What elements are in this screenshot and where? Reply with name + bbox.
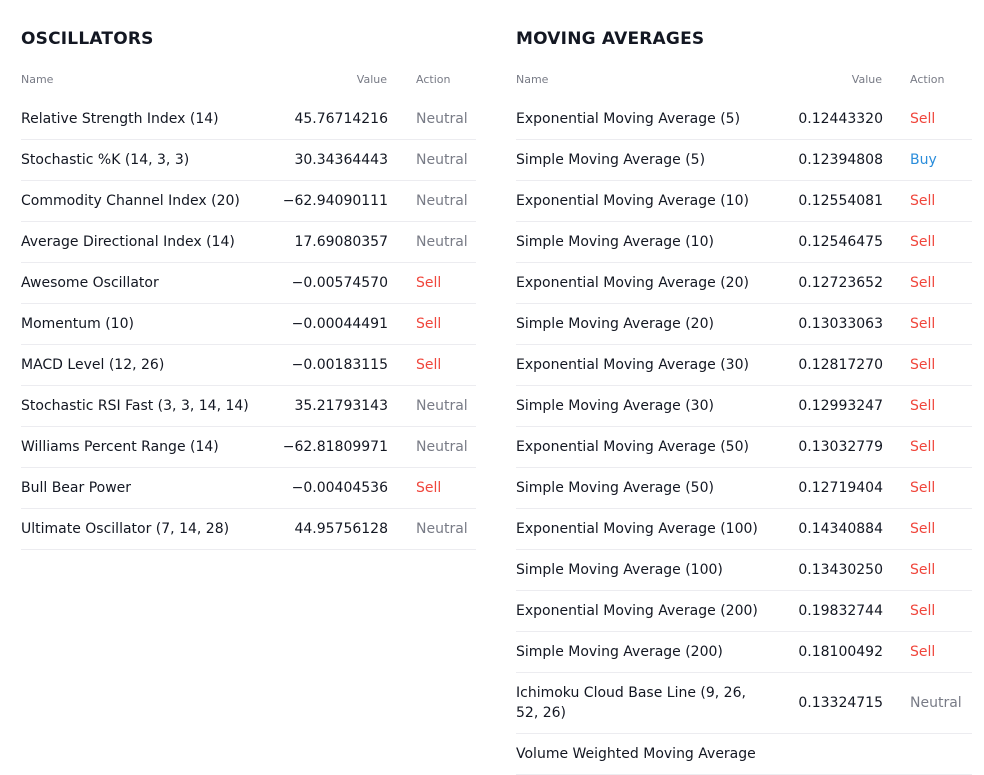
indicator-action: Neutral <box>416 193 468 209</box>
indicator-value: 0.12443320 <box>798 111 883 127</box>
indicator-value: −0.00183115 <box>291 357 388 373</box>
moving-averages-title: MOVING AVERAGES <box>516 29 705 49</box>
indicator-action: Neutral <box>416 152 468 168</box>
indicator-value: −62.94090111 <box>282 193 388 209</box>
table-row[interactable] <box>21 345 476 386</box>
indicator-action: Sell <box>910 439 936 455</box>
table-row[interactable] <box>516 734 972 775</box>
indicator-name[interactable]: Stochastic %K (14, 3, 3) <box>21 152 190 168</box>
indicator-name[interactable]: Stochastic RSI Fast (3, 3, 14, 14) <box>21 398 249 414</box>
moving-averages-header-name[interactable]: Name <box>516 73 549 86</box>
indicator-action: Sell <box>910 398 936 414</box>
table-row[interactable] <box>21 509 476 550</box>
indicator-action: Sell <box>416 357 442 373</box>
table-row[interactable] <box>21 181 476 222</box>
indicator-value: 44.95756128 <box>294 521 388 537</box>
indicator-name[interactable]: Exponential Moving Average (50) <box>516 439 749 455</box>
indicator-value: 0.13033063 <box>798 316 883 332</box>
indicator-name[interactable]: Williams Percent Range (14) <box>21 439 219 455</box>
indicator-name[interactable]: Simple Moving Average (100) <box>516 562 723 578</box>
indicator-name[interactable]: Exponential Moving Average (20) <box>516 275 749 291</box>
table-row[interactable] <box>21 304 476 345</box>
indicator-name[interactable]: Commodity Channel Index (20) <box>21 193 240 209</box>
indicator-name[interactable]: Ichimoku Cloud Base Line (9, 26, 52, 26) <box>516 685 746 721</box>
indicator-name[interactable]: Relative Strength Index (14) <box>21 111 219 127</box>
indicator-name[interactable]: Ultimate Oscillator (7, 14, 28) <box>21 521 230 537</box>
table-row[interactable] <box>516 181 972 222</box>
oscillators-header-name[interactable]: Name <box>21 73 54 86</box>
indicator-action: Sell <box>910 357 936 373</box>
table-row[interactable] <box>516 509 972 550</box>
indicator-name[interactable]: Exponential Moving Average (30) <box>516 357 749 373</box>
indicator-action: Sell <box>910 521 936 537</box>
oscillators-title: OSCILLATORS <box>21 29 154 49</box>
indicator-value: 0.12394808 <box>798 152 883 168</box>
indicator-name[interactable]: Bull Bear Power <box>21 480 132 496</box>
indicator-action: Sell <box>416 480 442 496</box>
indicator-name[interactable]: Exponential Moving Average (5) <box>516 111 741 127</box>
table-row[interactable] <box>21 140 476 181</box>
indicator-name[interactable]: Simple Moving Average (50) <box>516 480 714 496</box>
indicator-name[interactable]: Simple Moving Average (200) <box>516 644 723 660</box>
indicator-action: Sell <box>910 603 936 619</box>
indicator-action: Sell <box>416 275 442 291</box>
table-row[interactable] <box>21 99 476 140</box>
table-row[interactable] <box>21 468 476 509</box>
indicator-action: Neutral <box>910 695 962 711</box>
indicator-name[interactable]: Simple Moving Average (30) <box>516 398 714 414</box>
indicator-name[interactable]: Exponential Moving Average (100) <box>516 521 758 537</box>
indicator-action: Sell <box>910 480 936 496</box>
table-row[interactable] <box>21 386 476 427</box>
moving-averages-table <box>516 99 972 775</box>
indicator-value: 0.12817270 <box>798 357 883 373</box>
moving-averages-header-action[interactable]: Action <box>910 73 945 86</box>
indicator-name[interactable]: Average Directional Index (14) <box>21 234 235 250</box>
indicator-value: 0.19832744 <box>798 603 883 619</box>
table-row[interactable] <box>516 427 972 468</box>
oscillators-header-value[interactable]: Value <box>356 73 387 86</box>
indicator-name[interactable]: MACD Level (12, 26) <box>21 357 165 373</box>
indicator-value: 0.12546475 <box>798 234 883 250</box>
indicator-name[interactable]: Volume Weighted Moving Average <box>516 746 756 762</box>
indicator-value <box>763 734 883 774</box>
moving-averages-header-value[interactable]: Value <box>851 73 882 86</box>
indicator-action: Neutral <box>416 521 468 537</box>
oscillators-table <box>21 99 476 550</box>
indicator-name[interactable]: Simple Moving Average (10) <box>516 234 714 250</box>
indicator-value: 0.12554081 <box>798 193 883 209</box>
indicator-action: Neutral <box>416 111 468 127</box>
indicator-action: Neutral <box>416 234 468 250</box>
indicator-action: Sell <box>910 316 936 332</box>
indicator-action: Sell <box>910 234 936 250</box>
indicator-name[interactable]: Awesome Oscillator <box>21 275 159 291</box>
indicator-value: 0.18100492 <box>798 644 883 660</box>
indicator-name[interactable]: Exponential Moving Average (10) <box>516 193 749 209</box>
indicator-value: 0.14340884 <box>798 521 883 537</box>
table-row[interactable] <box>516 550 972 591</box>
table-row[interactable] <box>516 222 972 263</box>
indicator-action: Sell <box>910 193 936 209</box>
indicator-action: Sell <box>910 644 936 660</box>
table-row[interactable] <box>516 345 972 386</box>
table-row[interactable] <box>516 263 972 304</box>
indicator-name[interactable]: Momentum (10) <box>21 316 134 332</box>
indicator-action: Sell <box>910 562 936 578</box>
indicator-value: 0.13324715 <box>798 695 883 711</box>
indicator-action: Neutral <box>416 398 468 414</box>
indicator-value: 0.13430250 <box>798 562 883 578</box>
indicator-name[interactable]: Simple Moving Average (20) <box>516 316 714 332</box>
indicator-action: Sell <box>910 275 936 291</box>
oscillators-header-action[interactable]: Action <box>416 73 451 86</box>
table-row[interactable] <box>516 591 972 632</box>
indicator-action: Sell <box>416 316 442 332</box>
table-row[interactable] <box>516 632 972 673</box>
table-row[interactable] <box>516 468 972 509</box>
indicator-action: Buy <box>910 152 937 168</box>
indicator-value: −0.00044491 <box>291 316 388 332</box>
indicator-value: 35.21793143 <box>294 398 388 414</box>
table-row[interactable] <box>516 304 972 345</box>
indicator-name[interactable]: Exponential Moving Average (200) <box>516 603 758 619</box>
indicator-value: 0.13032779 <box>798 439 883 455</box>
indicator-value: 45.76714216 <box>294 111 388 127</box>
table-row[interactable] <box>516 99 972 140</box>
table-row[interactable] <box>516 386 972 427</box>
indicator-value: −0.00404536 <box>291 480 388 496</box>
table-row[interactable] <box>516 140 972 181</box>
indicator-value: −0.00574570 <box>291 275 388 291</box>
table-row[interactable] <box>21 427 476 468</box>
table-row[interactable] <box>516 673 972 734</box>
table-row[interactable] <box>21 263 476 304</box>
indicator-value: 17.69080357 <box>294 234 388 250</box>
indicator-value: 0.12723652 <box>798 275 883 291</box>
indicator-value: 30.34364443 <box>294 152 388 168</box>
indicator-value: −62.81809971 <box>282 439 388 455</box>
indicator-value: 0.12993247 <box>798 398 883 414</box>
indicator-action: Neutral <box>416 439 468 455</box>
indicator-name[interactable]: Simple Moving Average (5) <box>516 152 706 168</box>
indicator-value: 0.12719404 <box>798 480 883 496</box>
table-row[interactable] <box>21 222 476 263</box>
indicator-action: Sell <box>910 111 936 127</box>
